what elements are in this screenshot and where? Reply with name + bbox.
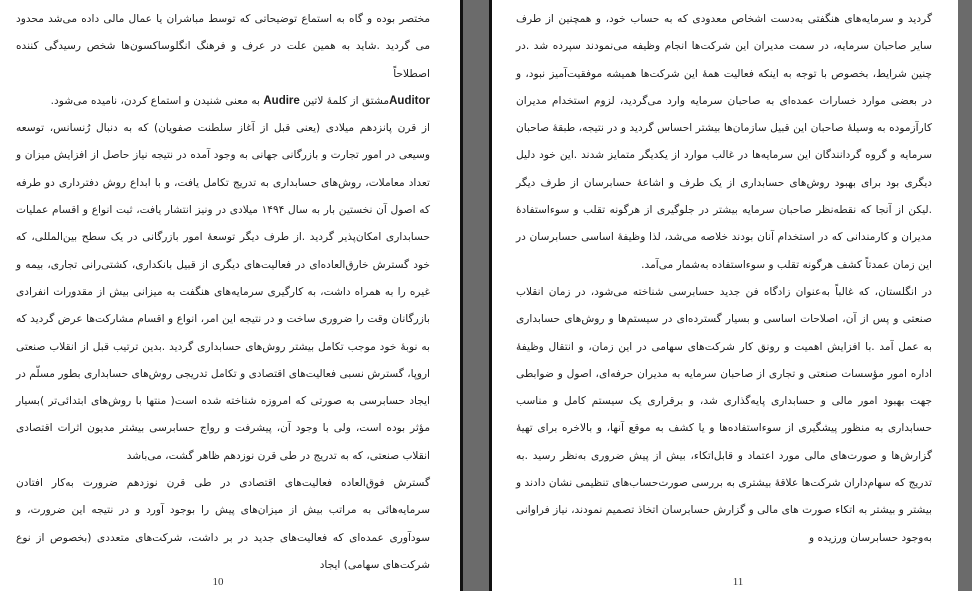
auditor-line-end: به معنی شنیدن و استماع کردن، نامیده می‌شود. [50, 94, 260, 107]
left-page [0, 0, 460, 591]
left-paragraph-2: از قرن پانزدهم میلادی (یعنی قبل از آغاز سلطنت صفویان) که به دنبال رُنسانس، توسعه وسیعی در امور تجارت و بازرگانی جهانی به وجود آمده در نتیجه نیاز حاصل از افزایش میزان و تعداد معاملات، روش‌های حسابداری به تدریج تکامل یافت، و با ابداع روش دفترداری دو طرفه که اصول آن نخستین بار به سال ۱۴۹۴ میلادی در ونیز انتشار یافت، ثبت انواع و اقسام عملیات حسابداری امکان‌پذیر گردید .از طرف دیگر توسعهٔ امور بازرگانی در یک سطح بین‌المللی، که خود گسترش خارق‌العاده‌ای در فعالیت‌های دیگری از قبیل بانکداری، کشتی‌رانی تجاری، بیمه و غیره را به همراه داشت، به کارگیری سرمایه‌های هنگفت به میزانی بیش از مقدورات انفرادی بازرگانان وقت را ضروری ساخت و در نتیجه این امر، انواع و اقسام مشارکت‌ها عرض گردید که به نوبهٔ خود موجب تکامل بیشتر روش‌های حسابداری گردید .بدین ترتیب قبل از انقلاب صنعتی اروپا، گسترش نسبی فعالیت‌های اقتصادی و تکامل تدریجی روش‌های حسابداری بطور مسلّم در ایجاد حسابرسی به صورتی که امروزه شناخته شده است( منتها با روش‌های ابتدائی‌تر )بسیار مؤثر بوده است، ولی با وجود آن، پیشرفت و رواج حسابرسی بیشتر مدیون اثرات اقتصادی انقلاب صنعتی، که به تدریج در طی قرن نوزدهم ظاهر گشت، می‌باشد [16, 122, 430, 462]
page-number-right: 11 [732, 576, 744, 588]
left-paragraph-auditor [16, 88, 430, 115]
page-gutter [460, 0, 492, 591]
audire-term: Audire [263, 94, 300, 107]
page-number-left: 10 [212, 576, 224, 588]
right-paragraph-2: در انگلستان، که غالباً به‌عنوان زادگاه فن جدید حسابرسی شناخته می‌شود، در زمان انقلاب صنعتی و پس از آن، اصلاحات اساسی و بسیار گسترده‌ای در سیستم‌ها و روش‌های حسابداری به عمل آمد .با افزایش اهمیت و رونق کار شرکت‌های سهامی در این زمان، و انتقال وظیفهٔ اداره امور مؤسسات صنعتی و تجاری از صاحبان سرمایه به مدیران حرفه‌ای، اصول و ضوابطی جهت بهبود امور مالی و حسابداری پایه‌گذاری شد، و برقراری یک سیستم کامل و مناسب حسابداری به منظور پیشگیری از سوءاستفاده‌ها و یا کشف به موقع آنها، و بالاخره برای تهیهٔ گزارش‌ها و صورت‌های مالی مورد اعتماد و قابل‌اتکاء، بیش از پیش ضروری به‌نظر رسید .به تدریج که سهام‌داران شرکت‌ها علاقهٔ بیشتری به بررسی صورت‌حساب‌های تنظیمی نشان دادند و بیشتر و بیشتر به اتکاء صورت های مالی و گزارش حسابرسان اتخاذ تصمیم نمودند، نیاز فراوانی به‌وجود حسابرسان ورزیده و [516, 285, 932, 544]
auditor-term: Auditor [389, 94, 430, 107]
right-page [492, 0, 958, 591]
auditor-line-mid: مشتق از کلمهٔ لاتین [303, 94, 390, 107]
right-paragraph-1: گردید و سرمایه‌های هنگفتی به‌دست اشخاص معدودی که به حساب خود، و همچنین از طرف سایر صاحبان سرمایه، در سمت مدیران این شرکت‌ها انجام وظیفه می‌نمودند سپرده شد .در چنین شرایط، بخصوص با توجه به اینکه فعالیت همهٔ این شرکت‌ها همیشه موفقیت‌آمیز نبود، و در بعضی موارد خسارات عمده‌ای به صاحبان سرمایه وارد می‌گردید، لزوم استخدام مدیران کارآزموده به وسیلهٔ صاحبان این قبیل سازمان‌ها بیشتر احساس گردید و در نتیجه، طبقهٔ صاحبان سرمایه و گروه گردانندگان این سرمایه‌ها در غالب موارد از یکدیگر متمایز شدند .این خود دلیل دیگری بود برای بهبود روش‌های حسابداری از یک طرف و اشاعهٔ حسابرسان از طرف دیگر .لیکن از آنجا که نقطه‌نظر صاحبان سرمایه بیشتر در جلوگیری از هرگونه تقلب و سوءاستفادهٔ مدیران و کارمندانی که در استخدام آنان بودند خلاصه می‌شد، لذا وظیفهٔ اساسی حسابرسان در این زمان عمدتاً کشف هرگونه تقلب و سوءاستفاده به‌شمار می‌آمد. [516, 13, 932, 271]
left-paragraph-1: مختصر بوده و گاه به استماع توضیحاتی که توسط مباشران یا عمال مالی داده می‌شد محدود می گردید .شاید به همین علت در عرف و فرهنگ انگلوساکسون‌ها شخص رسیدگی کننده اصطلاحاً [16, 13, 430, 80]
left-page-edge [460, 0, 463, 591]
left-paragraph-3: گسترش فوق‌العاده فعالیت‌های اقتصادی در طی قرن نوزدهم ضرورت به‌کار افتادن سرمایه‌هائی به مراتب بیش از میزان‌های پیش را بوجود آورد و در نتیجه این ضرورت، و سودآوری عمده‌ای که فعالیت‌های جدید در بر داشت، شرکت‌های متعددی (بخصوص از نوع شرکت‌های سهامی) ایجاد [16, 477, 430, 571]
